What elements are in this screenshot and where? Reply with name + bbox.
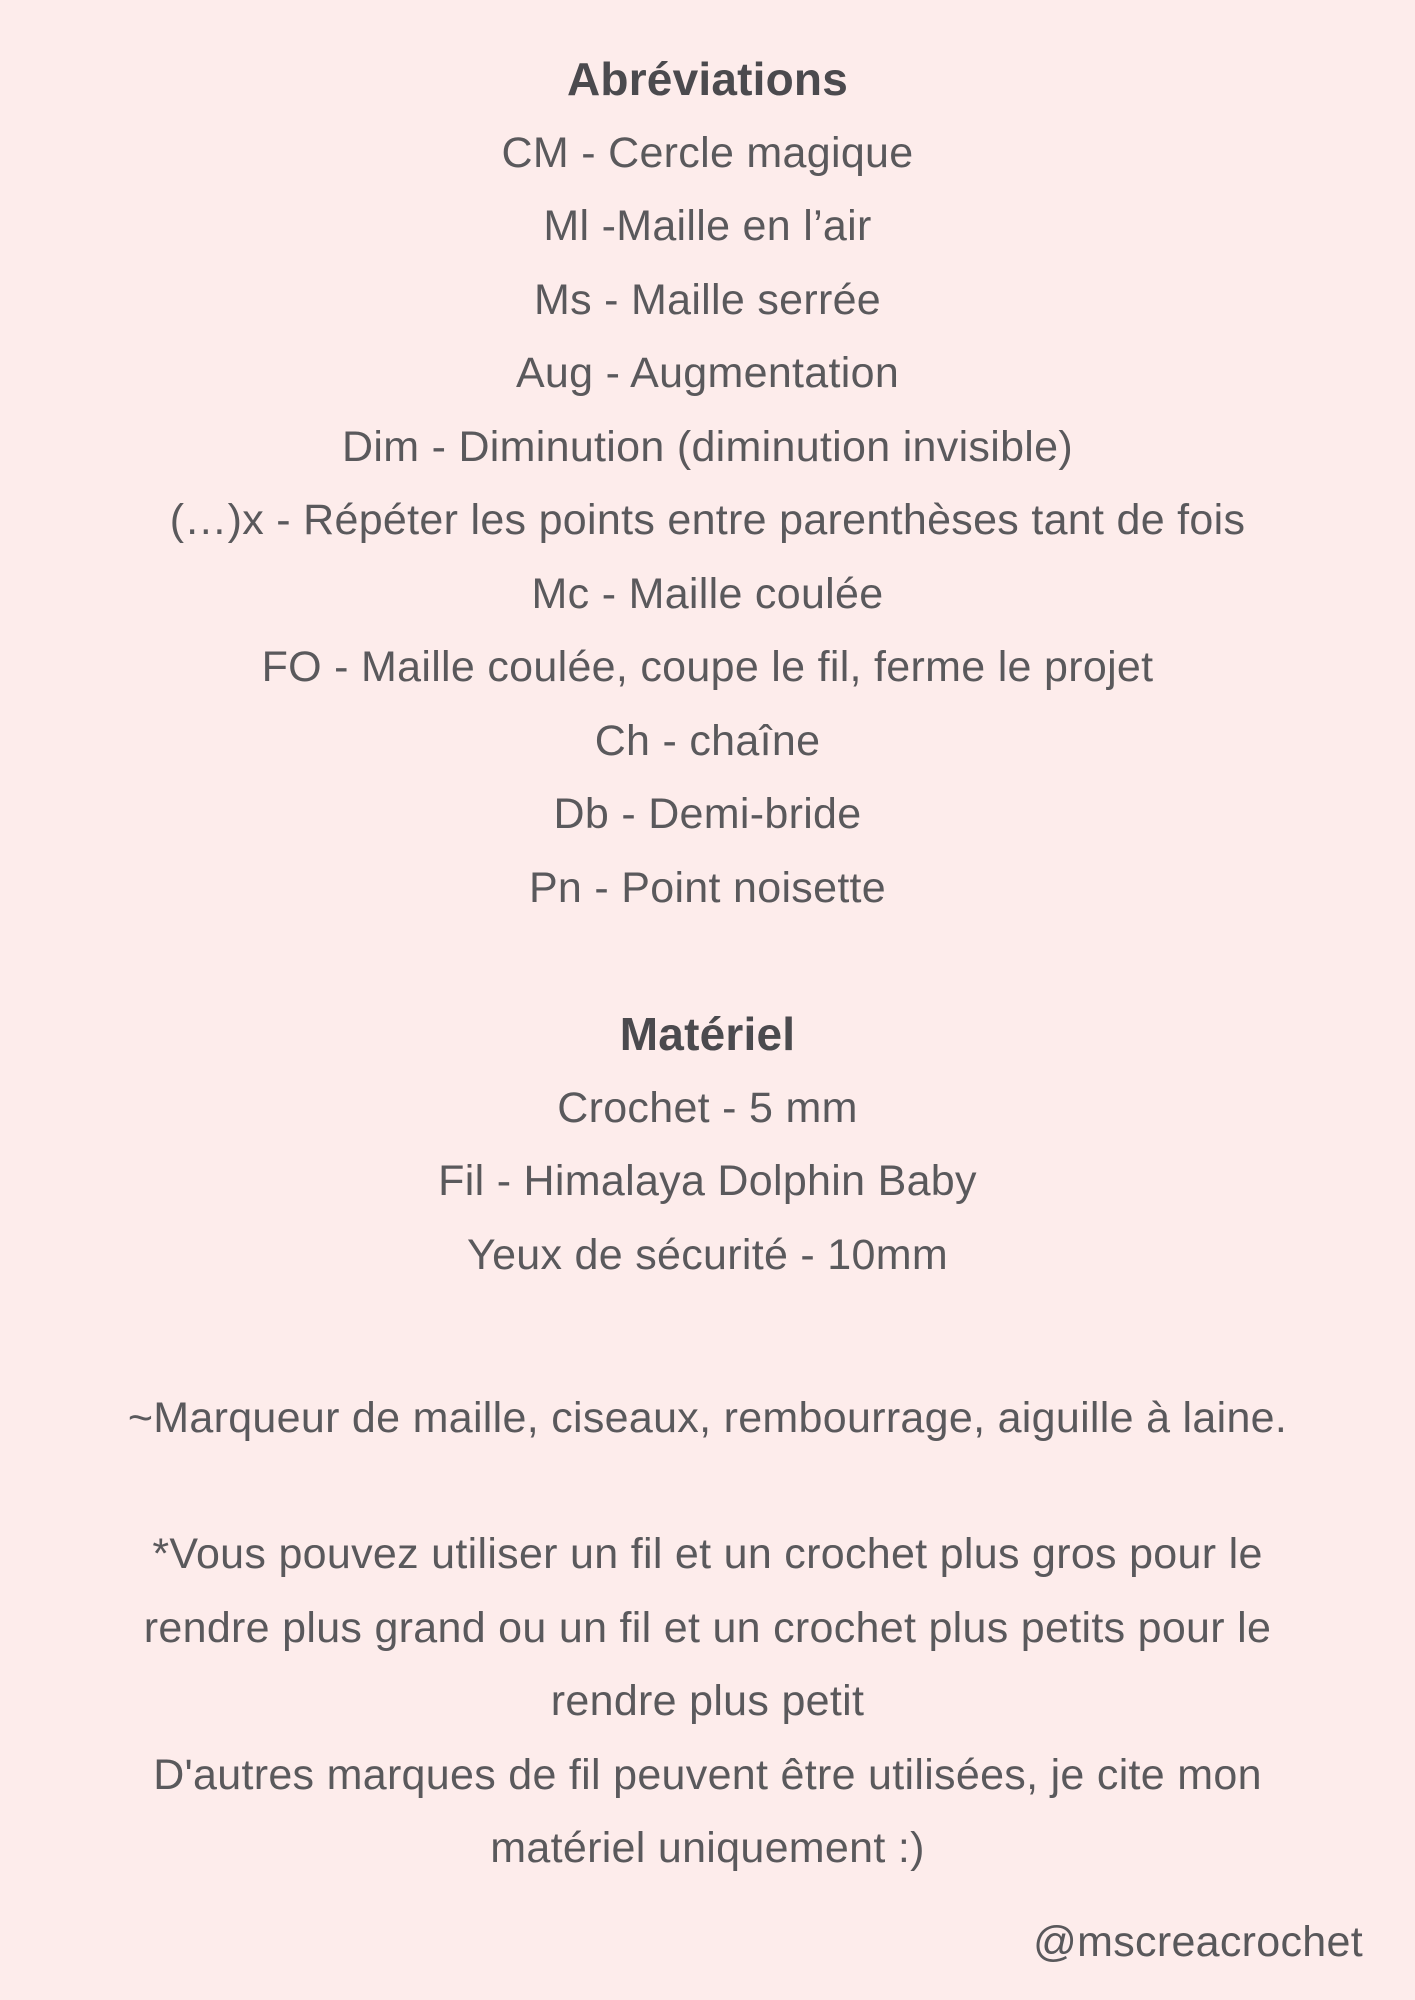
abbreviation-line: Db - Demi-bride <box>553 790 862 838</box>
substitution-note-line: rendre plus petit <box>550 1677 865 1725</box>
abbreviation-line: Mc - Maille coulée <box>531 569 884 618</box>
material-line: Fil - Himalaya Dolphin Baby <box>438 1157 977 1205</box>
substitution-note-line: D'autres marques de fil peuvent être utilisées, je cite mon <box>153 1750 1262 1799</box>
abbreviations-section <box>0 43 1415 925</box>
materials-title: Matériel <box>619 1008 796 1060</box>
abbreviation-line: (…)x - Répéter les points entre parenthèses tant de fois <box>169 496 1246 544</box>
footer-section <box>0 1906 1415 1980</box>
abbreviations-list <box>40 117 1375 926</box>
substitution-note-line: rendre plus grand ou un fil et un crochet plus petits pour le <box>143 1603 1272 1652</box>
instagram-handle: @mscreacrochet <box>1033 1918 1363 1966</box>
abbreviation-line: Ml -Maille en l’air <box>543 202 872 250</box>
abbreviation-line: FO - Maille coulée, coupe le fil, ferme le projet <box>261 643 1154 691</box>
tools-note-section <box>0 1382 1415 1456</box>
abbreviation-line: Ms - Maille serrée <box>533 275 882 324</box>
abbreviations-title: Abréviations <box>566 53 849 105</box>
materials-list <box>40 1072 1375 1293</box>
abbreviation-line: Aug - Augmentation <box>515 349 900 397</box>
material-line: Yeux de sécurité - 10mm <box>467 1230 948 1279</box>
abbreviation-line: Pn - Point noisette <box>528 863 887 912</box>
abbreviation-line: Dim - Diminution (diminution invisible) <box>342 422 1073 471</box>
materials-section <box>0 998 1415 1292</box>
substitution-note-section <box>0 1518 1415 1886</box>
substitution-note-line: matériel uniquement :) <box>490 1824 925 1872</box>
substitution-note-line: *Vous pouvez utiliser un fil et un crochet plus gros pour le <box>152 1530 1263 1578</box>
abbreviation-line: CM - Cercle magique <box>501 128 914 177</box>
tools-note-line: ~Marqueur de maille, ciseaux, rembourrage, aiguille à laine. <box>127 1394 1288 1442</box>
abbreviation-line: Ch - chaîne <box>594 716 821 765</box>
substitution-note-lines <box>40 1518 1375 1886</box>
material-line: Crochet - 5 mm <box>557 1083 858 1132</box>
